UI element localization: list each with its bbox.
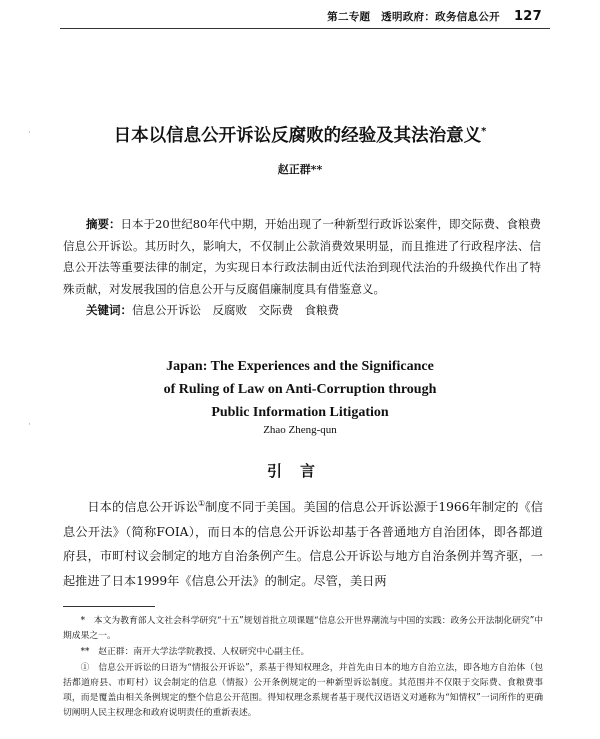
abstract-paragraph xyxy=(63,214,541,300)
english-title-line: of Ruling of Law on Anti-Corruption through xyxy=(163,382,437,397)
footnote: ** 赵正群：南开大学法学院教授、人权研究中心副主任。 xyxy=(80,647,310,657)
running-head-section: 第二专题 透明政府：政务信息公开 xyxy=(327,11,500,23)
abstract-label: 摘要： xyxy=(86,217,121,231)
margin-mark-dot: · xyxy=(28,128,31,138)
title-footnote-mark: * xyxy=(481,126,487,138)
body-text-part: 制度不同于美国。美国的信息公开诉讼源于1966年制定的《信息公开法》（简称FOIA），而日本的信息公开诉讼却基于各普通地方自治团体，即各都道府县，市町村议会制定的地方自治条例产生。信息公开诉讼与地方自治条例并驾齐驱，一起推进了日本1999年《信息公开法》的制定。尽管，美日两 xyxy=(63,500,543,588)
footnote-ref: ① xyxy=(197,499,206,508)
keywords-label: 关键词： xyxy=(86,303,132,317)
body-text-part: 日本的信息公开诉讼 xyxy=(87,500,198,515)
header-rule xyxy=(60,28,550,29)
body-paragraph xyxy=(63,492,543,593)
keywords-paragraph xyxy=(63,300,541,322)
english-title-line: Japan: The Experiences and the Significance xyxy=(166,359,434,374)
english-author: Zhao Zheng-qun xyxy=(263,424,337,436)
footnotes xyxy=(63,614,543,722)
abstract-block xyxy=(63,214,541,322)
running-head xyxy=(327,9,542,24)
english-title-line: Public Information Litigation xyxy=(211,405,389,420)
article-title xyxy=(0,122,600,147)
keywords-text: 信息公开诉讼 反腐败 交际费 食粮费 xyxy=(132,303,339,317)
margin-mark-dot: · xyxy=(28,420,31,430)
footnote: * 本文为教育部人文社会科学研究“十五”规划首批立项课题“信息公开世界潮流与中国的实践：政务公开法制化研究”中期成果之一。 xyxy=(63,616,543,641)
footnote: ① 信息公开诉讼的日语为“情报公开诉讼”，系基于得知权理念，并首先由日本的地方自治立法，即各地方自治体（包括都道府县、市町村）议会制定的信息（情报）公开条例规定的一种新型诉讼制度。其范围并不仅限于交际费、食粮费事项，而是覆盖由相关条例规定的整个信息公开范围。得知权理念系规者基于现代汉语语义对通称为“知情权”一词所作的更确切阐明人民主权理念和政府说明责任的重新表述。 xyxy=(63,663,543,718)
footnote-rule xyxy=(63,606,155,607)
page-number: 127 xyxy=(513,9,542,24)
section-heading: 引言 xyxy=(266,462,333,480)
english-title xyxy=(0,355,600,424)
abstract-text: 日本于20世纪80年代中期，开始出现了一种新型行政诉讼案件，即交际费、食粮费信息公开诉讼。其历时久，影响大，不仅制止公款消费效果明显，而且推进了行政程序法、信息公开法等重要法律的制定，为实现日本行政法制由近代法治到现代法治的升级换代作出了特殊贡献，对发展我国的信息公开与反腐倡廉制度具有借鉴意义。 xyxy=(63,217,542,296)
article-author: 赵正群** xyxy=(277,163,323,176)
article-title-text: 日本以信息公开诉讼反腐败的经验及其法治意义 xyxy=(113,126,482,146)
